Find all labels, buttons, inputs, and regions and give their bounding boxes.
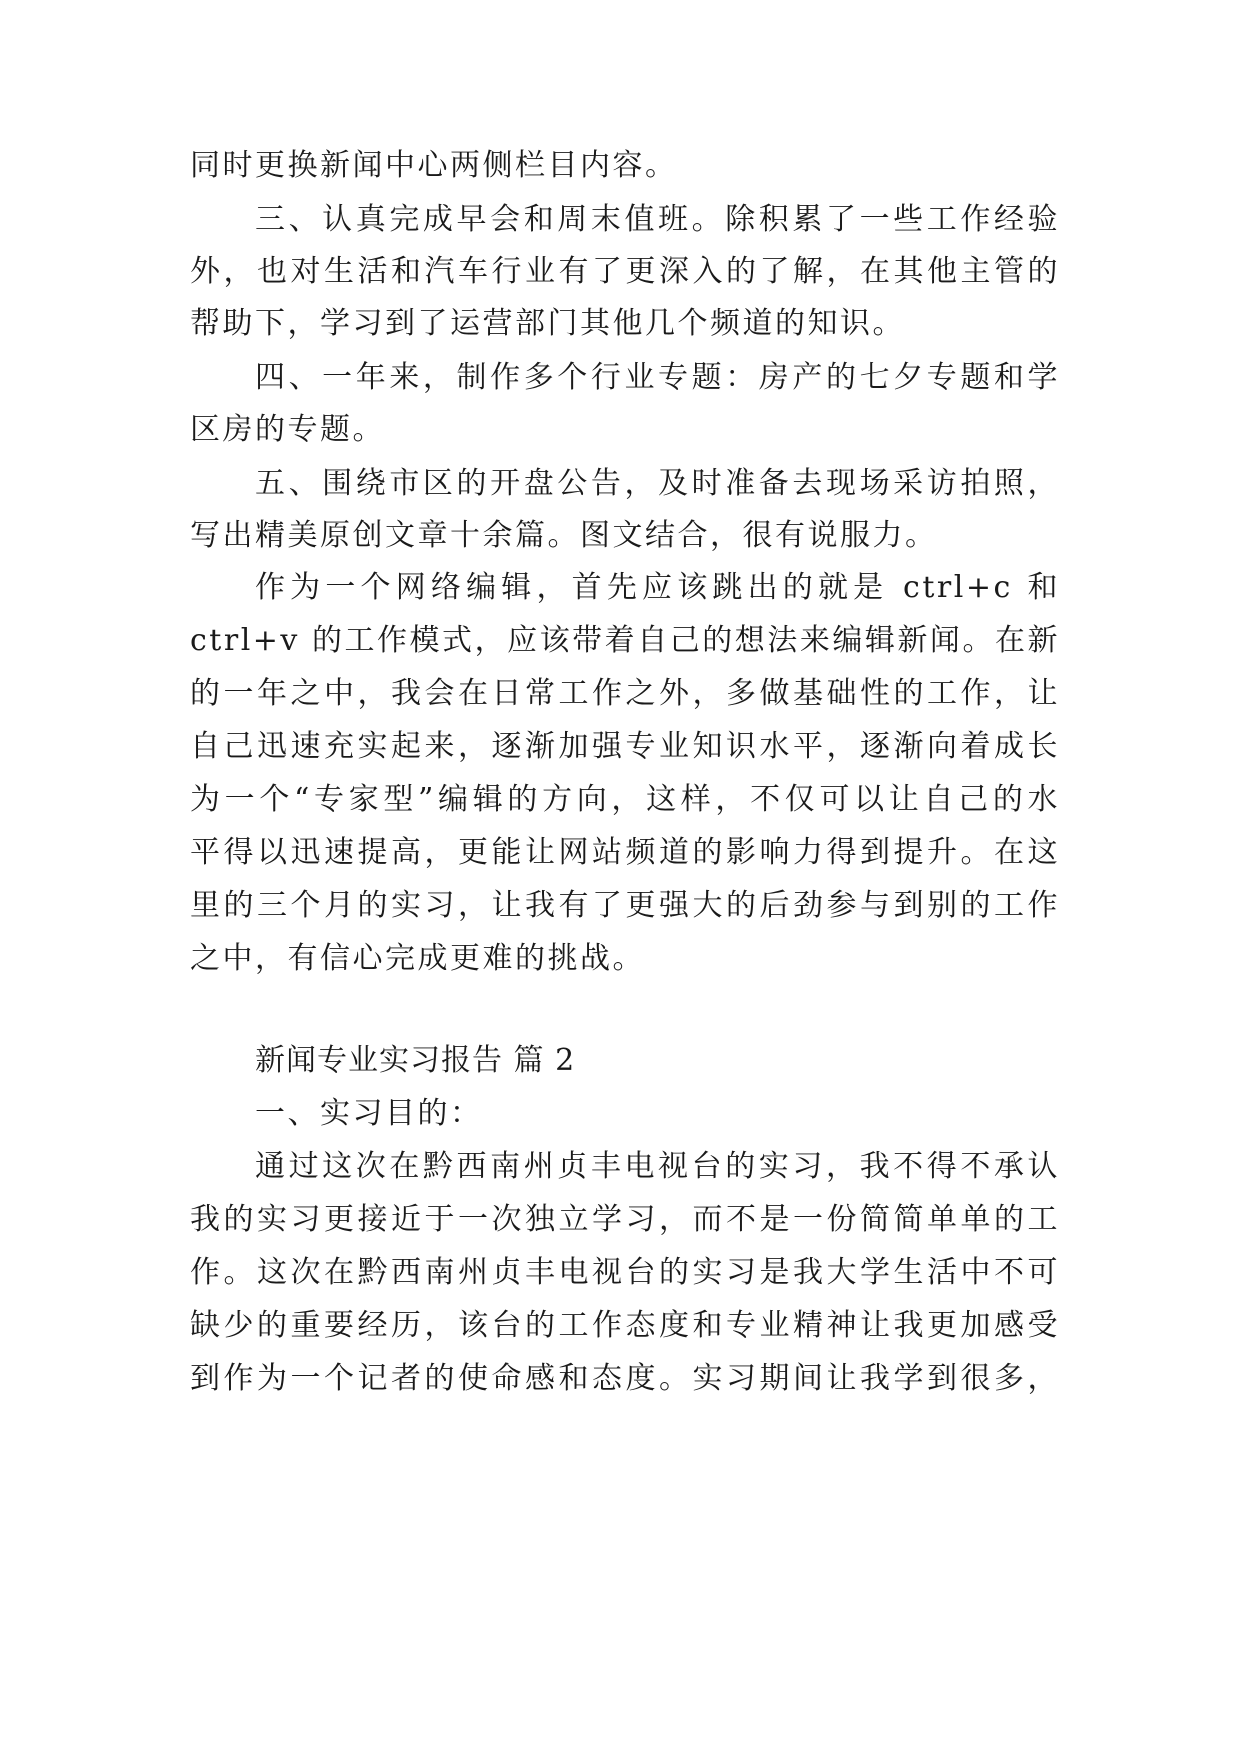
paragraph-first-line: 通过这次在黔西南州贞丰电视台的实习，我不得不承认 (255, 1149, 1060, 1184)
paragraph-first-line: 五、围绕市区的开盘公告，及时准备去现场采访拍照， (255, 466, 1060, 501)
text-line: 的一年之中，我会在日常工作之外，多做基础性的工作，让 (190, 676, 1060, 711)
paragraph-first-line: 作为一个网络编辑，首先应该跳出的就是 ctrl+c 和 (255, 570, 1060, 605)
subsection-heading: 一、实习目的： (255, 1096, 483, 1131)
text-line: 里的三个月的实习，让我有了更强大的后劲参与到别的工作 (190, 888, 1060, 923)
text-line: 作。这次在黔西南州贞丰电视台的实习是我大学生活中不可 (190, 1255, 1060, 1290)
text-line: 我的实习更接近于一次独立学习，而不是一份简简单单的工 (190, 1202, 1060, 1237)
text-line: 平得以迅速提高，更能让网站频道的影响力得到提升。在这 (190, 835, 1060, 870)
text-line: ctrl+v 的工作模式，应该带着自己的想法来编辑新闻。在新 (190, 623, 1060, 658)
paragraph-first-line: 三、认真完成早会和周末值班。除积累了一些工作经验 (255, 202, 1060, 237)
text-line: 到作为一个记者的使命感和态度。实习期间让我学到很多， (190, 1361, 1060, 1396)
text-line: 同时更换新闻中心两侧栏目内容。 (190, 148, 678, 183)
text-line: 自己迅速充实起来，逐渐加强专业知识水平，逐渐向着成长 (190, 729, 1060, 764)
text-line: 写出精美原创文章十余篇。图文结合，很有说服力。 (190, 518, 938, 553)
section-heading: 新闻专业实习报告 篇 2 (255, 1043, 576, 1078)
text-line: 区房的专题。 (190, 412, 385, 447)
text-line: 帮助下，学习到了运营部门其他几个频道的知识。 (190, 306, 905, 341)
text-line: 缺少的重要经历，该台的工作态度和专业精神让我更加感受 (190, 1308, 1060, 1343)
text-line: 外，也对生活和汽车行业有了更深入的了解，在其他主管的 (190, 254, 1060, 289)
text-line: 为一个“专家型”编辑的方向，这样，不仅可以让自己的水 (190, 782, 1060, 817)
paragraph-first-line: 四、一年来，制作多个行业专题：房产的七夕专题和学 (255, 360, 1060, 395)
text-line: 之中，有信心完成更难的挑战。 (190, 941, 645, 976)
